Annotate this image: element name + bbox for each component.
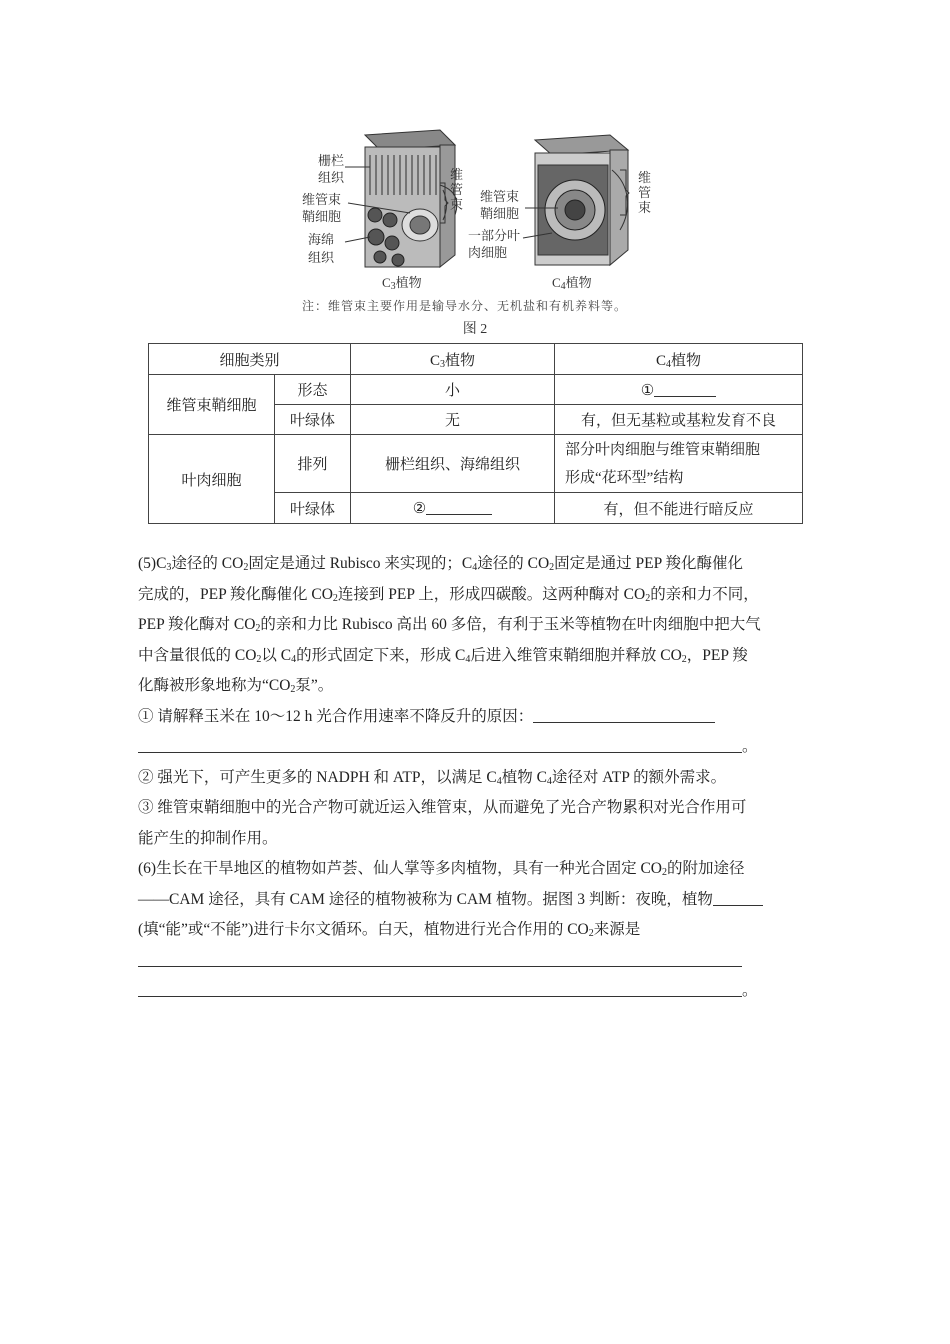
blank-answer-2[interactable] bbox=[426, 498, 492, 515]
q6-line-2: ——CAM 途径，具有 CAM 途径的植物被称为 CAM 植物。据图 3 判断：夜晚，植物 bbox=[138, 885, 818, 916]
q5-line-3: PEP 羧化酶对 $CO_2$的亲和力比 Rubisco 高出 60 多倍，有利于玉米等植物在叶肉细胞中把大气 bbox=[138, 616, 761, 634]
blank-answer-co2-source-2[interactable] bbox=[138, 980, 742, 997]
cell-c4-chloroplast-2: 有，但不能进行暗反应 bbox=[555, 493, 803, 524]
cell-c3-shape: 小 bbox=[351, 375, 555, 405]
cell-c4-chloroplast-1: 有，但无基粒或基粒发育不良 bbox=[555, 405, 803, 435]
figure-note: 注：维管束主要作用是输导水分、无机盐和有机养料等。 bbox=[302, 299, 628, 313]
q5-sub3-line1: ③ 维管束鞘细胞中的光合产物可就近运入维管束，从而避免了光合产物累积对光合作用可 bbox=[138, 799, 747, 816]
label-bundle-sheath-c3-2: 鞘细胞 bbox=[302, 209, 342, 224]
label-bundle-sheath-c4-1: 维管束 bbox=[480, 189, 520, 204]
q5-sub2: ② 强光下，可产生更多的 NADPH 和 ATP，以满足 $C_4$植物 $C_4$途径对 ATP 的额外需求。 bbox=[138, 768, 727, 787]
q5-line-4: 中含量很低的 $CO_2$以 $C_4$的形式固定下来，形成 $C_4$后进入维管束鞘细胞并释放 $CO_2$，PEP 羧 bbox=[138, 646, 748, 665]
label-vascular-c4-2: 管 bbox=[638, 185, 652, 200]
q6-line-4 bbox=[138, 946, 818, 977]
label-bundle-sheath-c4-2: 鞘细胞 bbox=[480, 206, 520, 221]
blank-answer-co2-source-1[interactable] bbox=[138, 950, 742, 967]
label-mesophyll-c4-1: 一部分叶 bbox=[468, 228, 521, 243]
q6-line-3: (填“能”或“不能”)进行卡尔文循环。白天，植物进行光合作用的 $CO_2$来源是 bbox=[138, 921, 641, 939]
blank-answer-1[interactable] bbox=[654, 380, 716, 397]
table-header-row bbox=[149, 344, 803, 375]
label-spongy-2: 组织 bbox=[308, 250, 335, 265]
cell-attr-chloroplast-1: 叶绿体 bbox=[275, 405, 351, 435]
q5-sub1: ① 请解释玉米在 10～12 h 光合作用速率不降反升的原因： bbox=[138, 702, 818, 733]
q5-line-2: 完成的，PEP 羧化酶催化 $CO_2$连接到 PEP 上，形成四碳酸。这两种酶对 $CO_2$的亲和力不同， bbox=[138, 585, 759, 604]
cell-c3-chloroplast-1: 无 bbox=[351, 405, 555, 435]
cell-attr-chloroplast-2: 叶绿体 bbox=[275, 493, 351, 524]
row-group-bundle-sheath: 维管束鞘细胞 bbox=[149, 375, 275, 435]
q5-sub3-line2: 能产生的抑制作用。 bbox=[138, 829, 278, 847]
label-spongy-1: 海绵 bbox=[308, 232, 335, 247]
header-cell-type: 细胞类别 bbox=[149, 344, 351, 375]
label-vascular-c4-3: 束 bbox=[638, 200, 652, 215]
cell-c4-arrangement: 部分叶肉细胞与维管束鞘细胞 形成“花环型”结构 bbox=[555, 435, 803, 493]
c3-leaf-section-image bbox=[365, 130, 457, 267]
blank-answer-reason-2[interactable] bbox=[138, 736, 742, 753]
cell-c4-shape: ① bbox=[555, 375, 803, 405]
q6-line-1: (6)生长在干旱地区的植物如芦荟、仙人掌等多肉植物，具有一种光合固定 $CO_2$的附加途径 bbox=[138, 860, 745, 878]
q5-line-1: $(5)C_3$途径的 $CO_2$固定是通过 Rubisco 来实现的；$C_4$途径的 $CO_2$固定是通过 PEP 羧化酶催化 bbox=[138, 555, 744, 573]
label-palisade-1: 栅栏 bbox=[318, 153, 345, 168]
label-mesophyll-c4-2: 肉细胞 bbox=[468, 245, 508, 260]
comparison-table bbox=[148, 343, 803, 524]
row-group-mesophyll: 叶肉细胞 bbox=[149, 435, 275, 524]
cell-c3-arrangement: 栅栏组织、海绵组织 bbox=[351, 435, 555, 493]
caption-c4-plant: $C_4$植物 bbox=[552, 275, 592, 292]
table-row bbox=[149, 435, 803, 493]
caption-c3-plant: $C_3$植物 bbox=[382, 275, 422, 292]
figure-title: 图 2 bbox=[462, 322, 488, 337]
cell-attr-arrangement: 排列 bbox=[275, 435, 351, 493]
cell-attr-shape: 形态 bbox=[275, 375, 351, 405]
header-cell-c4: $C_4$植物 bbox=[555, 344, 803, 375]
blank-answer-reason-1[interactable] bbox=[533, 706, 715, 723]
header-cell-c3: $C_3$植物 bbox=[351, 344, 555, 375]
label-vascular-c3-3: 束 bbox=[450, 197, 464, 212]
q5-line-5: 化酶被形象地称为“$CO_2$泵”。 bbox=[138, 677, 334, 695]
label-vascular-c3-2: 管 bbox=[450, 182, 464, 197]
c4-leaf-section-image bbox=[535, 135, 628, 265]
label-vascular-c3-1: 维 bbox=[450, 167, 464, 182]
label-palisade-2: 组织 bbox=[318, 170, 345, 185]
table-row bbox=[149, 375, 803, 405]
blank-answer-night[interactable] bbox=[713, 889, 763, 906]
label-bundle-sheath-c3-1: 维管束 bbox=[302, 192, 342, 207]
q5-sub1-cont: 。 bbox=[138, 732, 818, 763]
cell-c3-chloroplast-2: ② bbox=[351, 493, 555, 524]
label-vascular-c4-1: 维 bbox=[638, 170, 652, 185]
question-text bbox=[138, 549, 818, 1007]
q6-line-5: 。 bbox=[138, 976, 818, 1007]
